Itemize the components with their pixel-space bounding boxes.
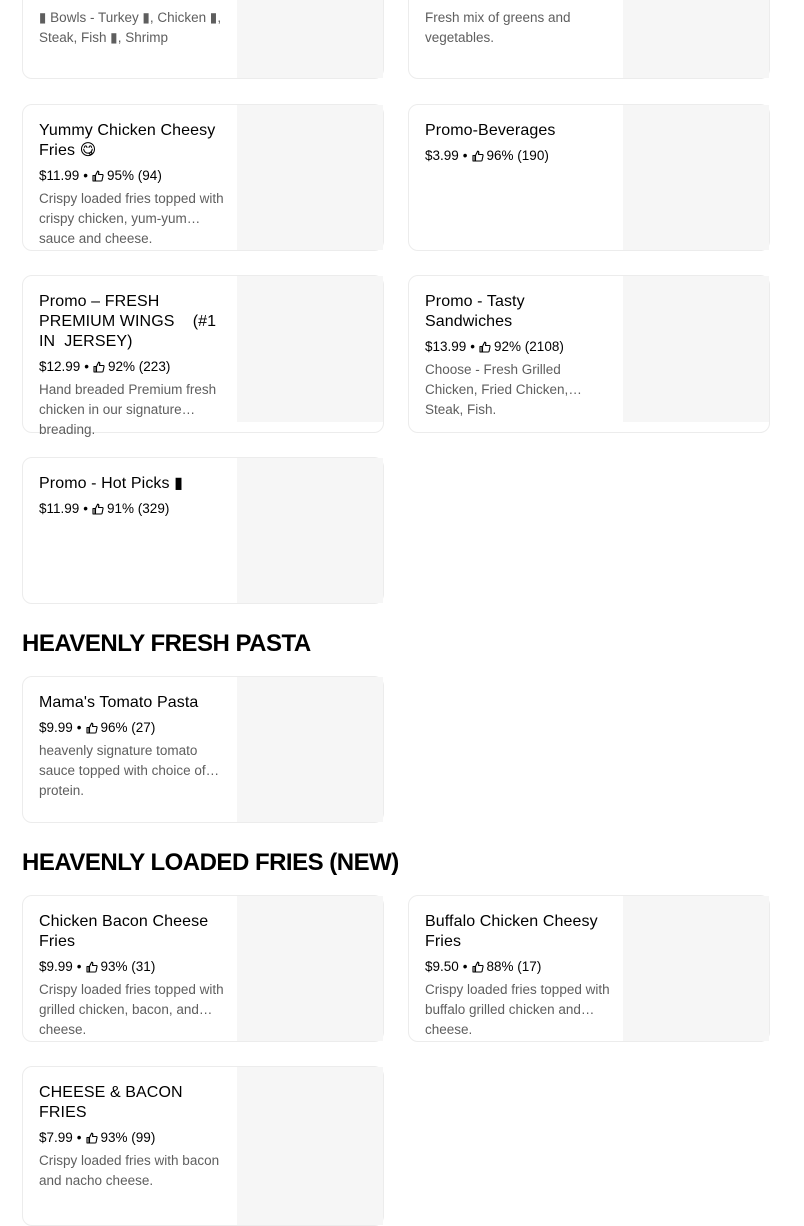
section-title: HEAVENLY LOADED FRIES (NEW)	[22, 849, 399, 876]
menu-item-card[interactable]	[22, 895, 384, 1042]
item-description: Crispy loaded fries topped with crispy chicken, yum-yum sauce and cheese.	[39, 191, 224, 246]
thumbs-up-icon	[86, 961, 98, 973]
item-title: Promo - Hot Picks ▮	[39, 475, 184, 492]
menu-item-card[interactable]	[22, 1066, 384, 1226]
item-rating: 96% (27)	[100, 720, 156, 735]
item-meta: $9.50 • 88% (17)	[425, 957, 610, 977]
item-title: Yummy Chicken Cheesy Fries 😋	[39, 122, 216, 159]
thumbs-up-icon	[93, 361, 105, 373]
item-meta: $13.99 • 92% (2108)	[425, 337, 610, 357]
menu-item-card[interactable]	[22, 0, 384, 79]
menu-item-card[interactable]	[408, 104, 770, 251]
item-image	[237, 105, 383, 250]
item-meta: $9.99 • 93% (31)	[39, 957, 224, 977]
menu-item-card[interactable]	[22, 104, 384, 251]
item-price: $9.50	[425, 959, 459, 974]
thumbs-up-icon	[86, 722, 98, 734]
item-rating: 92% (2108)	[494, 339, 564, 354]
menu-item-card[interactable]	[22, 275, 384, 437]
item-price: $13.99	[425, 339, 467, 354]
item-title: CHEESE & BACON FRIES	[39, 1084, 183, 1121]
thumbs-up-icon	[86, 1132, 98, 1144]
item-description: Hand breaded Premium fresh chicken in our signature breading.	[39, 382, 217, 437]
item-description: Crispy loaded fries topped with buffalo grilled chicken and cheese.	[425, 982, 610, 1037]
item-image	[237, 677, 383, 822]
item-title: Promo-Beverages	[425, 122, 556, 139]
item-price: $12.99	[39, 359, 81, 374]
item-rating: 96% (190)	[486, 148, 549, 163]
item-image	[237, 458, 383, 603]
item-description: ▮ Bowls - Turkey ▮, Chicken ▮, Steak, Fish ▮, Shrimp	[39, 10, 222, 45]
item-description: Fresh mix of greens and vegetables.	[425, 10, 571, 45]
item-rating: 93% (99)	[100, 1130, 156, 1145]
item-image	[623, 896, 769, 1041]
menu-item-card[interactable]	[408, 0, 770, 79]
item-image	[237, 1067, 383, 1225]
item-price: $11.99	[39, 168, 80, 183]
thumbs-up-icon	[472, 150, 484, 162]
menu-item-card[interactable]	[22, 676, 384, 823]
item-price: $11.99	[39, 501, 80, 516]
item-description: Crispy loaded fries with bacon and nacho cheese.	[39, 1153, 220, 1188]
item-image	[623, 105, 769, 250]
item-price: $9.99	[39, 959, 73, 974]
item-title: Buffalo Chicken Cheesy Fries	[425, 913, 598, 950]
thumbs-up-icon	[92, 503, 104, 515]
thumbs-up-icon	[92, 170, 104, 182]
thumbs-up-icon	[472, 961, 484, 973]
item-image	[623, 276, 769, 422]
item-rating: 88% (17)	[486, 959, 542, 974]
item-title: Promo – FRESH PREMIUM WINGS (#1 IN JERSEY)	[39, 293, 221, 350]
menu-item-card[interactable]	[408, 895, 770, 1042]
item-meta: $7.99 • 93% (99)	[39, 1128, 224, 1148]
item-rating: 91% (329)	[107, 501, 170, 516]
menu-item-card[interactable]	[22, 457, 384, 604]
item-title: Mama's Tomato Pasta	[39, 694, 199, 711]
item-meta: $11.99 • 95% (94)	[39, 166, 224, 186]
item-price: $9.99	[39, 720, 73, 735]
item-title: Chicken Bacon Cheese Fries	[39, 913, 209, 950]
item-description: heavenly signature tomato sauce topped with choice of protein.	[39, 743, 206, 798]
menu-item-card[interactable]	[408, 275, 770, 433]
item-price: $7.99	[39, 1130, 73, 1145]
item-image	[623, 0, 769, 78]
item-image	[237, 276, 383, 422]
item-image	[237, 896, 383, 1041]
section-title: HEAVENLY FRESH PASTA	[22, 630, 311, 657]
item-rating: 92% (223)	[108, 359, 171, 374]
item-title: Promo - Tasty Sandwiches	[425, 293, 525, 330]
item-description: Choose - Fresh Grilled Chicken, Fried Chicken, Steak, Fish.	[425, 362, 569, 417]
item-meta: $11.99 • 91% (329)	[39, 499, 224, 519]
item-price: $3.99	[425, 148, 459, 163]
item-meta: $3.99 • 96% (190)	[425, 146, 610, 166]
item-meta: $9.99 • 96% (27)	[39, 718, 224, 738]
item-image	[237, 0, 383, 78]
item-rating: 95% (94)	[107, 168, 162, 183]
thumbs-up-icon	[479, 341, 491, 353]
item-meta: $12.99 • 92% (223)	[39, 357, 224, 377]
item-rating: 93% (31)	[100, 959, 156, 974]
item-description: Crispy loaded fries topped with grilled chicken, bacon, and cheese.	[39, 982, 224, 1037]
